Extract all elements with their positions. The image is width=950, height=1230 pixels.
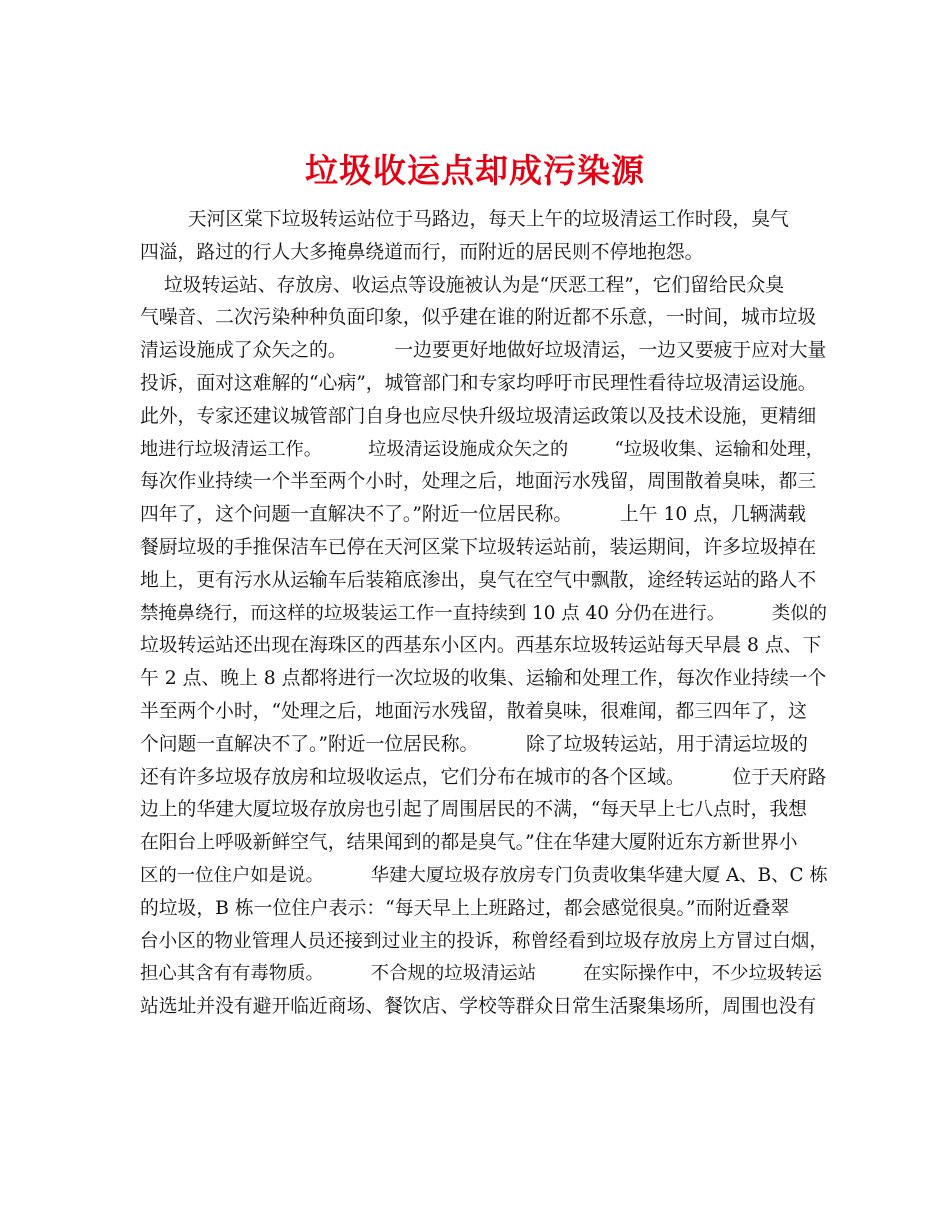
body-line: 台小区的物业管理人员还接到过业主的投诉，称曾经看到垃圾存放房上方冒过白烟， <box>140 930 828 952</box>
body-line: 天河区棠下垃圾转运站位于马路边，每天上午的垃圾清运工作时段，臭气 <box>140 209 789 230</box>
body-line: 半至两个小时，“处理之后，地面污水残留，散着臭味，很难闻，都三四年了，这 <box>140 700 807 722</box>
document-title: 垃圾收运点却成污染源 <box>305 151 645 191</box>
body-line: 禁掩鼻绕行，而这样的垃圾装运工作一直持续到 10 点 40 分仍在进行。 类似的 <box>140 602 828 624</box>
article-body <box>140 204 828 1024</box>
body-line: 站选址并没有避开临近商场、餐饮店、学校等群众日常生活聚集场所，周围也没有 <box>140 996 817 1018</box>
body-line: 投诉，面对这难解的“心病”，城管部门和专家均呼吁市民理性看待垃圾清运设施。 <box>140 372 817 394</box>
body-line: 地进行垃圾清运工作。 垃圾清运设施成众矢之的 “垃圾收集、运输和处理， <box>140 438 824 460</box>
body-line: 每次作业持续一个半至两个小时，处理之后，地面污水残留，周围散着臭味，都三 <box>140 471 817 493</box>
body-line: 此外，专家还建议城管部门自身也应尽快升级垃圾清运政策以及技术设施，更精细 <box>140 405 817 427</box>
body-line: 个问题一直解决不了。”附近一位居民称。 除了垃圾转运站，用于清运垃圾的 <box>140 733 808 755</box>
body-line: 垃圾转运站还出现在海珠区的西基东小区内。西基东垃圾转运站每天早晨 8 点、下 <box>140 635 822 657</box>
body-line: 还有许多垃圾存放房和垃圾收运点，它们分布在城市的各个区域。 位于天府路 <box>140 766 827 788</box>
body-line: 垃圾转运站、存放房、收运点等设施被认为是“厌恶工程”，它们留给民众臭 <box>140 274 785 296</box>
body-line: 区的一位住户如是说。 华建大厦垃圾存放房专门负责收集华建大厦 A、B、C 栋 <box>140 864 828 886</box>
body-line: 边上的华建大厦垃圾存放房也引起了周围居民的不满，“每天早上七八点时，我想 <box>140 799 807 821</box>
body-line: 四年了，这个问题一直解决不了。”附近一位居民称。 上午 10 点，几辆满载 <box>140 504 807 526</box>
body-line: 的垃圾，B 栋一位住户表示：“每天早上上班路过，都会感觉很臭。”而附近叠翠 <box>140 897 790 919</box>
body-line: 气噪音、二次污染种种负面印象，似乎建在谁的附近都不乐意，一时间，城市垃圾 <box>140 307 817 329</box>
body-line: 在阳台上呼吸新鲜空气，结果闻到的都是臭气。”住在华建大厦附近东方新世界小 <box>140 832 798 854</box>
body-line: 担心其含有有毒物质。 不合规的垃圾清运站 在实际操作中，不少垃圾转运 <box>140 963 823 985</box>
body-line: 四溢，路过的行人大多掩鼻绕道而行，而附近的居民则不停地抱怨。 <box>140 241 704 263</box>
body-line: 午 2 点、晚上 8 点都将进行一次垃圾的收集、运输和处理工作，每次作业持续一个 <box>140 668 827 690</box>
body-line: 餐厨垃圾的手推保洁车已停在天河区棠下垃圾转运站前，装运期间，许多垃圾掉在 <box>140 536 817 558</box>
body-line: 清运设施成了众矢之的。 一边要更好地做好垃圾清运，一边又要疲于应对大量 <box>140 340 827 362</box>
body-line: 地上，更有污水从运输车后装箱底渗出，臭气在空气中飘散，途经转运站的路人不 <box>140 569 817 591</box>
